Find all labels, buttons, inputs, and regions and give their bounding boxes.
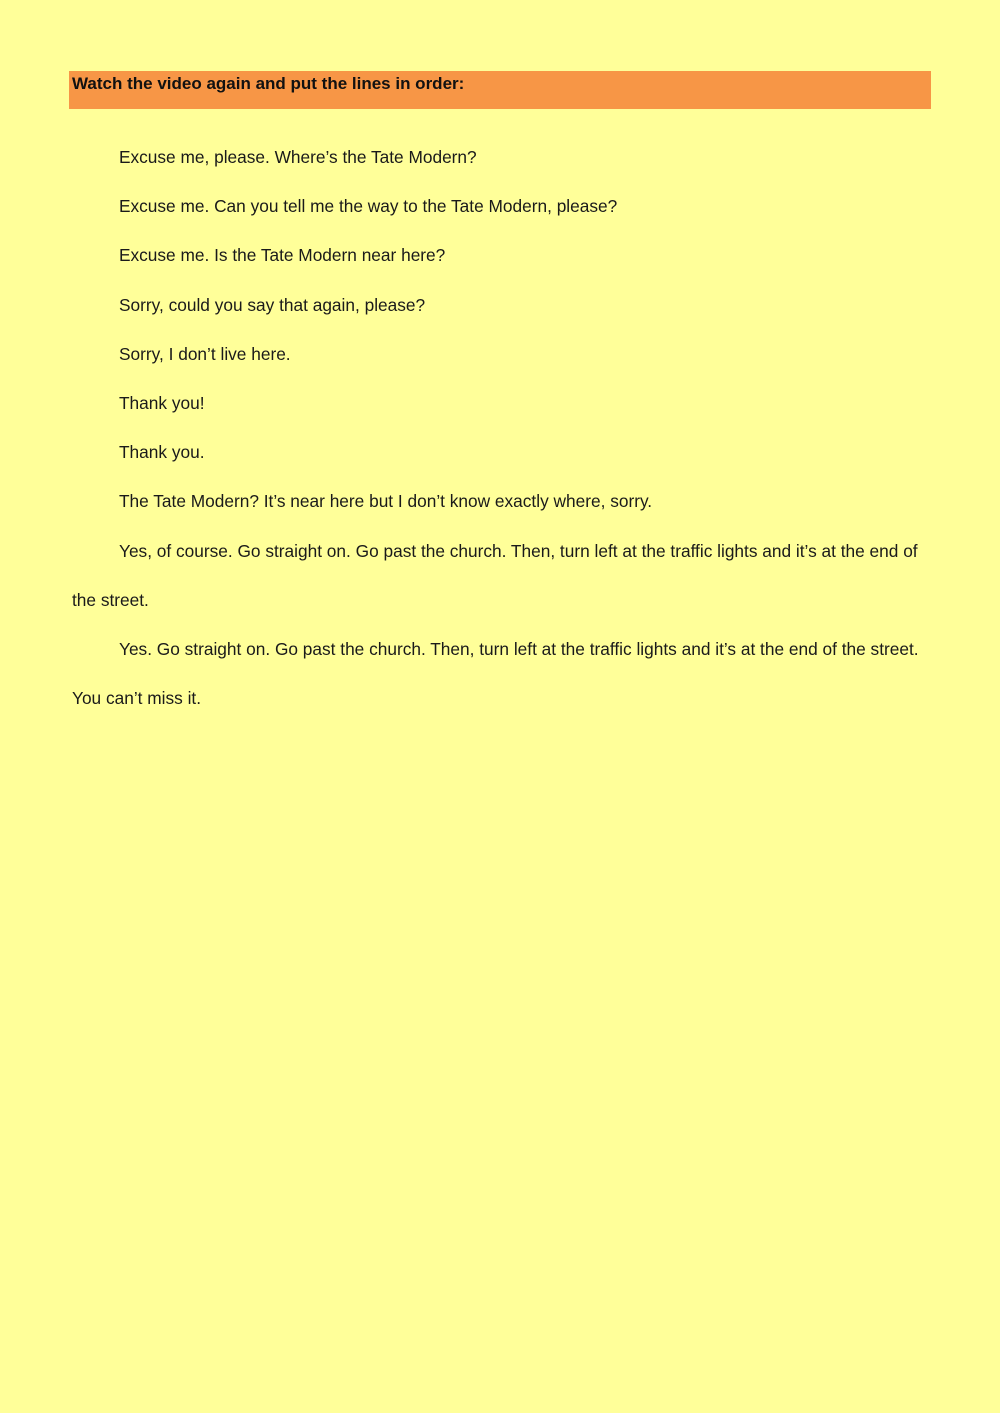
- dialogue-line-8: The Tate Modern? It’s near here but I don’t know exactly where, sorry.: [119, 491, 653, 512]
- dialogue-line-9: Yes, of course. Go straight on. Go past the church. Then, turn left at the traffic lights and it’s at the end of the street.: [72, 540, 918, 610]
- dialogue-line-3: Excuse me. Is the Tate Modern near here?: [119, 245, 446, 266]
- dialogue-line-5: Sorry, I don’t live here.: [119, 343, 291, 364]
- dialogue-lines-list: [72, 133, 932, 723]
- dialogue-line-1: Excuse me, please. Where’s the Tate Modern?: [119, 147, 477, 167]
- dialogue-line-6: Thank you!: [119, 393, 205, 414]
- instruction-banner: [69, 71, 931, 109]
- dialogue-line-4: Sorry, could you say that again, please?: [119, 294, 426, 315]
- instruction-heading: Watch the video again and put the lines in order:: [72, 74, 465, 93]
- dialogue-line-10: Yes. Go straight on. Go past the church. Then, turn left at the traffic lights and it’s at the end of the street. You can’t miss it.: [72, 639, 919, 709]
- dialogue-line-7: Thank you.: [119, 442, 205, 463]
- dialogue-line-2: Excuse me. Can you tell me the way to the Tate Modern, please?: [119, 196, 618, 217]
